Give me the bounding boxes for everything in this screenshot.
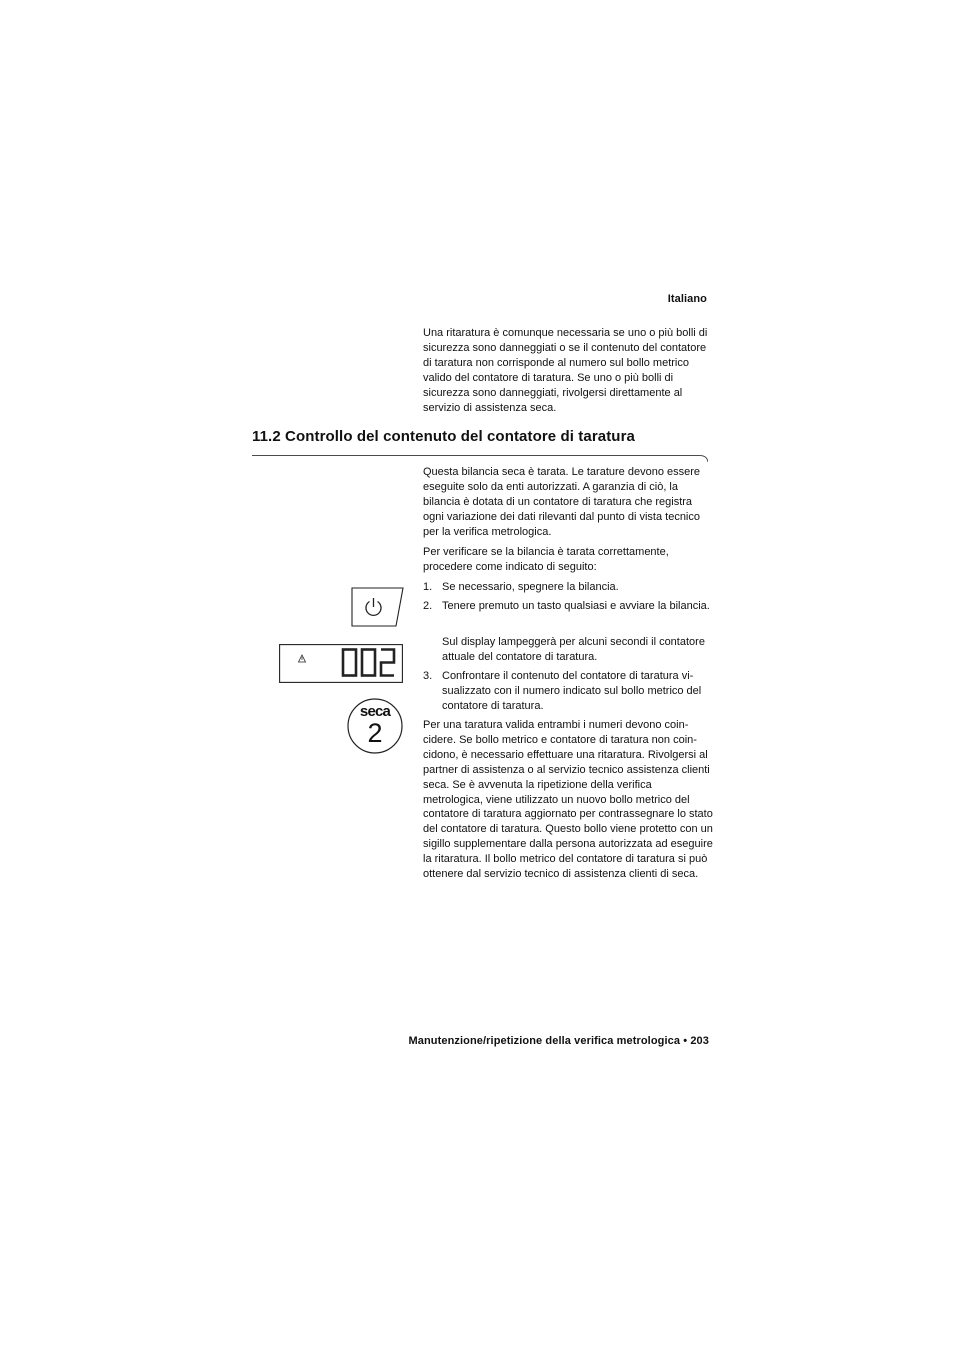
seal-brand: seca xyxy=(359,703,391,720)
counter-display xyxy=(279,644,403,683)
list-item xyxy=(423,599,715,614)
warning-icon xyxy=(299,655,306,662)
page-footer: Manutenzione/ripetizione della verifica metrologica • 203 xyxy=(408,1035,709,1047)
seal-number: 2 xyxy=(367,718,383,748)
list-item xyxy=(423,669,715,714)
step-text: Tenere premuto un tasto qualsiasi e avviare la bilancia. xyxy=(442,600,710,613)
section-paragraph-3: Per una taratura valida entrambi i numeri devono coincidere. Se bollo metrico e contatore di taratura non coincidono, è necessario effettuare una ritaratura. Rivolgersi al partner di assistenza o al servizio tecnico assistenza clienti seca. Se è avvenuta la ripetizione della verifica metrologica, viene utilizzato un nuovo bollo metrico del contatore di taratura aggiornato per contrassegnare lo stato del contatore di taratura. Questo bollo viene protetto con un sigillo supplementare dalla persona autorizzata ad eseguire la ritaratura. Il bollo metrico del contatore di taratura si può ottenere dal servizio tecnico di assistenza clienti di seca. xyxy=(423,719,713,881)
step-number: 1. xyxy=(423,581,433,593)
list-item xyxy=(423,580,715,595)
section-paragraph-1: Questa bilancia seca è tarata. Le tarature devono essere eseguite solo da enti autorizzati. A garanzia di ciò, la bilancia è dotata di un contatore di taratura che registra ogni variazione dei dati rilevanti dal punto di vista tecnico per la verifica metrologica. xyxy=(423,466,701,538)
step-text: Se necessario, spegnere la bilancia. xyxy=(442,581,619,593)
intro-paragraph: Una ritaratura è comunque necessaria se uno o più bolli di sicurezza sono danneggiati o se il contenuto del contatore di taratura non corrisponde al numero sul bollo metrico valido del contatore di taratura. Se uno o più bolli di sicurezza sono danneggiati, rivolgersi direttamente al servizio di assistenza seca. xyxy=(423,327,708,414)
power-icon xyxy=(351,587,404,627)
section-title: 11.2 Controllo del contenuto del contatore di taratura xyxy=(252,428,635,445)
section-divider xyxy=(252,455,708,465)
seca-seal-icon xyxy=(345,696,405,754)
section-paragraph-2: Per verificare se la bilancia è tarata correttamente, procedere come indicato di seguito: xyxy=(423,546,669,573)
step-number: 3. xyxy=(423,670,433,682)
step-list xyxy=(423,580,715,619)
language-label: Italiano xyxy=(667,293,707,305)
digit-2 xyxy=(381,650,394,676)
digit-0 xyxy=(362,650,375,676)
step-text: Confrontare il contenuto del contatore di taratura visualizzato con il numero indicato sul bollo metrico del contatore di taratura. xyxy=(442,670,702,712)
step-list-continued xyxy=(423,669,715,718)
step-2-note: Sul display lampeggerà per alcuni secondi il contatore attuale del contatore di taratura. xyxy=(442,636,705,663)
digit-0 xyxy=(343,650,356,676)
step-number: 2. xyxy=(423,600,433,613)
